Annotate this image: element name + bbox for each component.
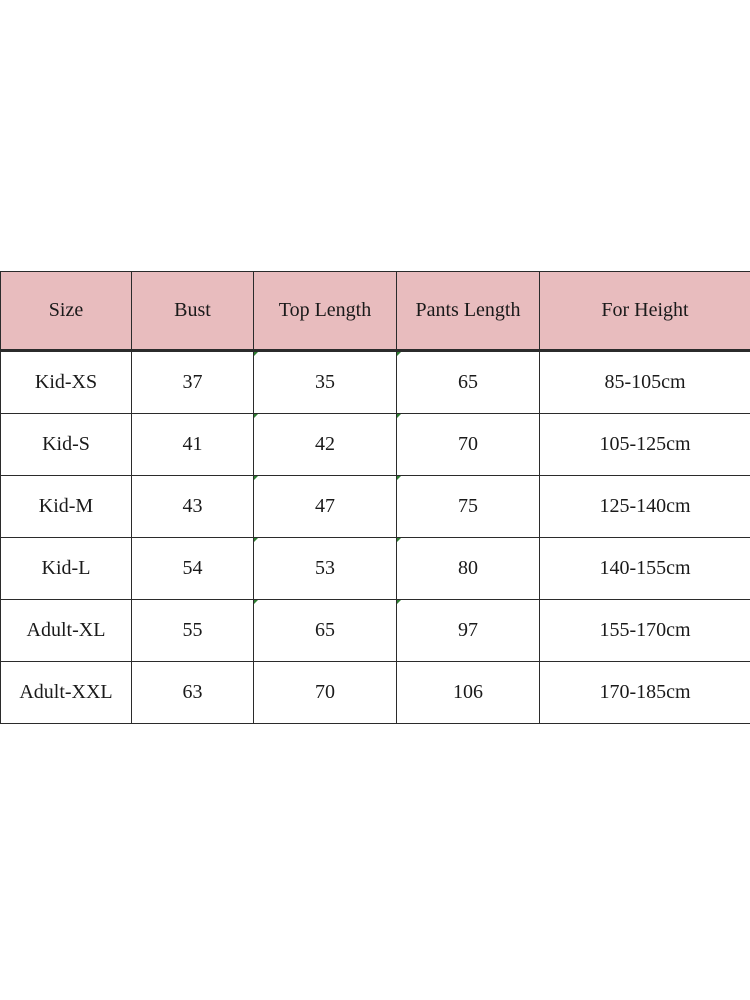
cell-for-height: 170-185cm bbox=[540, 662, 750, 724]
cell-bust: 55 bbox=[132, 600, 254, 662]
size-chart-header bbox=[1, 272, 750, 351]
cell-size: Kid-S bbox=[1, 414, 132, 476]
cell-size: Kid-M bbox=[1, 476, 132, 538]
cell-pants-length: 75 bbox=[397, 476, 540, 538]
table-row bbox=[1, 662, 750, 724]
cell-for-height: 155-170cm bbox=[540, 600, 750, 662]
size-chart-table bbox=[0, 271, 750, 724]
header-pants-length: Pants Length bbox=[397, 272, 540, 351]
header-bust: Bust bbox=[132, 272, 254, 351]
cell-bust: 54 bbox=[132, 538, 254, 600]
table-row bbox=[1, 414, 750, 476]
table-row bbox=[1, 351, 750, 414]
cell-for-height: 125-140cm bbox=[540, 476, 750, 538]
table-row bbox=[1, 600, 750, 662]
cell-size: Adult-XL bbox=[1, 600, 132, 662]
cell-top-length: 35 bbox=[254, 351, 397, 414]
cell-size: Adult-XXL bbox=[1, 662, 132, 724]
cell-bust: 43 bbox=[132, 476, 254, 538]
cell-for-height: 140-155cm bbox=[540, 538, 750, 600]
cell-size: Kid-L bbox=[1, 538, 132, 600]
cell-bust: 41 bbox=[132, 414, 254, 476]
cell-for-height: 85-105cm bbox=[540, 351, 750, 414]
header-top-length: Top Length bbox=[254, 272, 397, 351]
cell-bust: 63 bbox=[132, 662, 254, 724]
cell-top-length: 65 bbox=[254, 600, 397, 662]
cell-pants-length: 97 bbox=[397, 600, 540, 662]
cell-pants-length: 65 bbox=[397, 351, 540, 414]
header-size: Size bbox=[1, 272, 132, 351]
table-row bbox=[1, 476, 750, 538]
cell-for-height: 105-125cm bbox=[540, 414, 750, 476]
cell-bust: 37 bbox=[132, 351, 254, 414]
cell-top-length: 42 bbox=[254, 414, 397, 476]
header-for-height: For Height bbox=[540, 272, 750, 351]
cell-top-length: 47 bbox=[254, 476, 397, 538]
cell-top-length: 53 bbox=[254, 538, 397, 600]
cell-pants-length: 80 bbox=[397, 538, 540, 600]
size-chart-body bbox=[1, 351, 750, 724]
cell-pants-length: 106 bbox=[397, 662, 540, 724]
cell-top-length: 70 bbox=[254, 662, 397, 724]
cell-pants-length: 70 bbox=[397, 414, 540, 476]
cell-size: Kid-XS bbox=[1, 351, 132, 414]
header-row bbox=[1, 272, 750, 351]
table-row bbox=[1, 538, 750, 600]
